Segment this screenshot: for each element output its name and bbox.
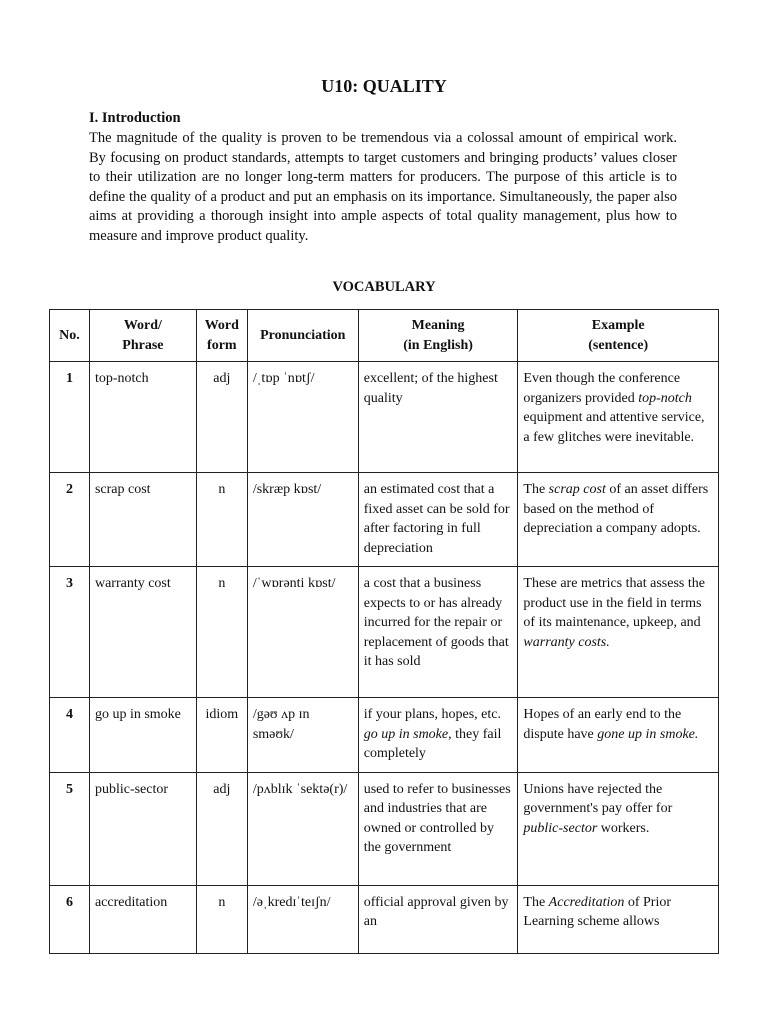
word-form-cell: idiom (196, 698, 247, 773)
row-number: 4 (50, 698, 90, 773)
page-title: U10: QUALITY (321, 76, 447, 96)
text-segment: Hopes of an early end to the dispute have (523, 707, 682, 742)
example-cell (518, 473, 719, 567)
word-form-cell: n (196, 473, 247, 567)
row-number: 3 (50, 567, 90, 698)
text-segment: of an asset differs based on the method of depreciation a company adopts. (523, 482, 709, 536)
vocabulary-table (49, 309, 719, 954)
pronunciation-cell: /əˌkredɪˈteɪʃn/ (247, 885, 358, 953)
word-cell: accreditation (89, 885, 196, 953)
row-number: 2 (50, 473, 90, 567)
text-segment: Even though the conference organizers provided (523, 371, 681, 406)
text-segment: These are metrics that assess the product use in the field in terms of its maintenance, upkeep, and (523, 576, 705, 630)
column-header: Meaning (in English) (358, 310, 518, 362)
word-cell: top-notch (89, 362, 196, 473)
vocabulary-heading: VOCABULARY (332, 279, 436, 295)
table-row (50, 473, 719, 567)
meaning-cell: an estimated cost that a fixed asset can be sold for after factoring in full depreciation (358, 473, 518, 567)
table-header-row (50, 310, 719, 362)
example-cell (518, 362, 719, 473)
text-segment: Unions have rejected the government's pay offer for (523, 781, 673, 816)
text-segment: of Prior Learning scheme allows (523, 894, 672, 929)
column-header: Pronunciation (247, 310, 358, 362)
word-form-cell: n (196, 567, 247, 698)
text-segment: , they fail completely (363, 726, 502, 761)
text-segment: if your plans, hopes, etc. (363, 707, 501, 722)
table-row (50, 698, 719, 773)
pronunciation-cell: /skræp kɒst/ (247, 473, 358, 567)
pronunciation-cell: /ˈwɒrənti kɒst/ (247, 567, 358, 698)
text-segment: The (523, 482, 549, 497)
word-cell: go up in smoke (89, 698, 196, 773)
row-number: 1 (50, 362, 90, 473)
row-number: 6 (50, 885, 90, 953)
meaning-cell (358, 698, 518, 773)
pronunciation-cell: /pʌblɪk ˈsektə(r)/ (247, 772, 358, 885)
table-row (50, 567, 719, 698)
text-segment: workers. (597, 820, 650, 836)
example-cell (518, 772, 719, 885)
word-form-cell: n (196, 885, 247, 953)
text-segment: equipment and attentive service, a few glitches were inevitable. (523, 410, 705, 445)
table-row (50, 362, 719, 473)
row-number: 5 (50, 772, 90, 885)
italic-term: warranty costs. (523, 634, 610, 650)
italic-term: go up in smoke (363, 726, 449, 742)
italic-term: top-notch (638, 390, 692, 406)
column-header: Word form (196, 310, 247, 362)
intro-paragraph: The magnitude of the quality is proven to be tremendous via a colossal amount of empirical work. By focusing on product standards, attempts to target customers and bringing products’ values closer to their utilization are no longer long-term matters for producers. The purpose of this article is to define the quality of a product and put an emphasis on its importance. Simultaneously, the paper also aims at providing a thorough insight into ample aspects of total quality management, plus how to measure and improve product quality. (89, 130, 677, 244)
example-cell (518, 698, 719, 773)
pronunciation-cell: /gəʊ ʌp ɪn sməʊk/ (247, 698, 358, 773)
meaning-cell: a cost that a business expects to or has already incurred for the repair or replacement of goods that it has sold (358, 567, 518, 698)
column-header: No. (50, 310, 90, 362)
word-form-cell: adj (196, 772, 247, 885)
italic-term: gone up in smoke. (597, 726, 699, 742)
column-header: Example (sentence) (518, 310, 719, 362)
word-cell: scrap cost (89, 473, 196, 567)
table-row (50, 772, 719, 885)
word-cell: public-sector (89, 772, 196, 885)
table-row (50, 885, 719, 953)
text-segment: The (523, 894, 549, 910)
word-form-cell: adj (196, 362, 247, 473)
italic-term: scrap cost (548, 482, 606, 497)
word-cell: warranty cost (89, 567, 196, 698)
example-cell (518, 567, 719, 698)
meaning-cell: excellent; of the highest quality (358, 362, 518, 473)
column-header: Word/ Phrase (89, 310, 196, 362)
meaning-cell: official approval given by an (358, 885, 518, 953)
italic-term: Accreditation (548, 894, 625, 910)
italic-term: public-sector (523, 820, 598, 836)
example-cell (518, 885, 719, 953)
meaning-cell: used to refer to businesses and industries that are owned or controlled by the government (358, 772, 518, 885)
section-heading: I. Introduction (89, 110, 181, 126)
pronunciation-cell: /ˌtɒp ˈnɒtʃ/ (247, 362, 358, 473)
